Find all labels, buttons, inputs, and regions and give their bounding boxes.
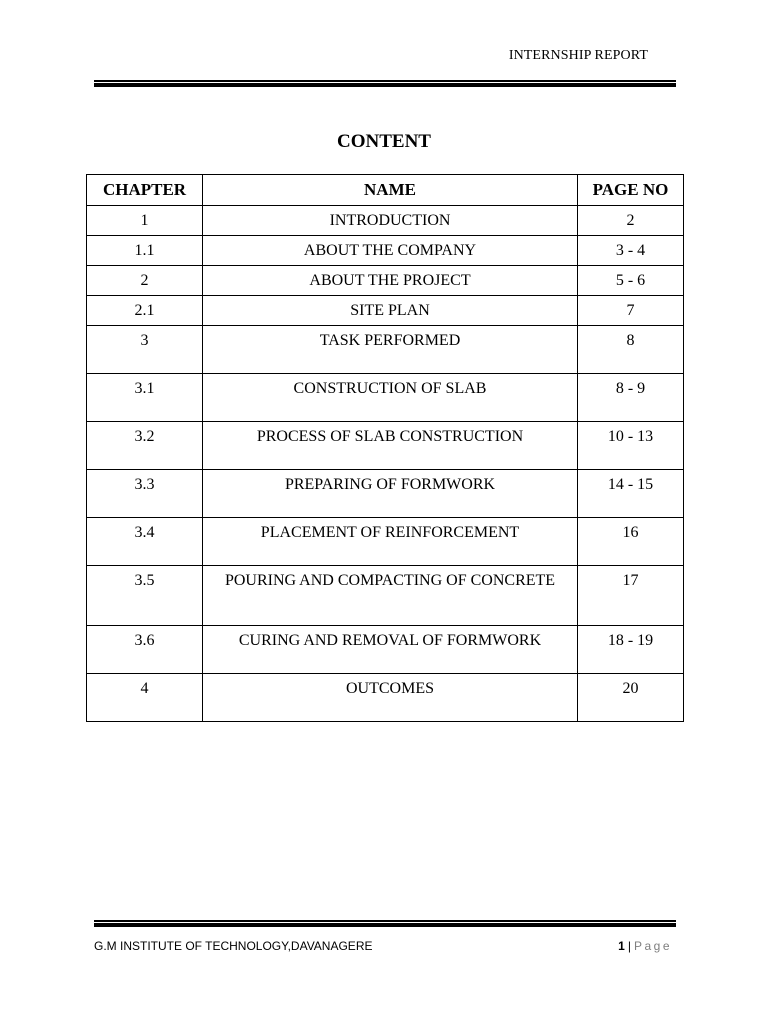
table-row [87, 326, 684, 374]
name-cell: SITE PLAN [203, 296, 578, 326]
column-header-chapter: CHAPTER [87, 175, 203, 206]
table-row [87, 566, 684, 626]
table-header-row [87, 175, 684, 206]
table-row [87, 374, 684, 422]
header-rule-thick [94, 83, 676, 87]
name-cell: PROCESS OF SLAB CONSTRUCTION [203, 422, 578, 470]
chapter-cell: 2 [87, 266, 203, 296]
table-row [87, 236, 684, 266]
page-cell: 14 - 15 [578, 470, 684, 518]
table-row [87, 206, 684, 236]
column-header-name: NAME [203, 175, 578, 206]
footer-rule-thin [94, 920, 676, 922]
page-cell: 7 [578, 296, 684, 326]
name-cell: INTRODUCTION [203, 206, 578, 236]
name-cell: TASK PERFORMED [203, 326, 578, 374]
table-row [87, 626, 684, 674]
table-row [87, 470, 684, 518]
header-rule [94, 80, 676, 87]
name-cell: PLACEMENT OF REINFORCEMENT [203, 518, 578, 566]
page-number: 1 [618, 939, 625, 953]
page-cell: 5 - 6 [578, 266, 684, 296]
page-separator: | [627, 939, 631, 953]
contents-table [86, 174, 684, 722]
footer-institute: G.M INSTITUTE OF TECHNOLOGY,DAVANAGERE [94, 939, 373, 953]
chapter-cell: 3 [87, 326, 203, 374]
column-header-page: PAGE NO [578, 175, 684, 206]
chapter-cell: 1.1 [87, 236, 203, 266]
chapter-cell: 1 [87, 206, 203, 236]
chapter-cell: 3.5 [87, 566, 203, 626]
footer-rule [94, 920, 676, 927]
name-cell: ABOUT THE PROJECT [203, 266, 578, 296]
name-cell: CONSTRUCTION OF SLAB [203, 374, 578, 422]
page-cell: 16 [578, 518, 684, 566]
name-cell: OUTCOMES [203, 674, 578, 722]
page-cell: 3 - 4 [578, 236, 684, 266]
table-row [87, 518, 684, 566]
header-rule-thin [94, 80, 676, 82]
chapter-cell: 3.6 [87, 626, 203, 674]
page-cell: 8 - 9 [578, 374, 684, 422]
table-row [87, 674, 684, 722]
page-cell: 2 [578, 206, 684, 236]
running-header: INTERNSHIP REPORT [508, 48, 648, 63]
page-title: CONTENT [337, 131, 431, 152]
chapter-cell: 3.3 [87, 470, 203, 518]
page-cell: 20 [578, 674, 684, 722]
page-label: Page [633, 939, 672, 953]
page-cell: 8 [578, 326, 684, 374]
table-row [87, 422, 684, 470]
page-cell: 10 - 13 [578, 422, 684, 470]
page-cell: 17 [578, 566, 684, 626]
table-row [87, 266, 684, 296]
chapter-cell: 3.2 [87, 422, 203, 470]
table-row [87, 296, 684, 326]
name-cell: PREPARING OF FORMWORK [203, 470, 578, 518]
chapter-cell: 3.4 [87, 518, 203, 566]
page-footer-number [618, 939, 672, 953]
name-cell: POURING AND COMPACTING OF CONCRETE [203, 566, 578, 626]
chapter-cell: 4 [87, 674, 203, 722]
chapter-cell: 2.1 [87, 296, 203, 326]
name-cell: CURING AND REMOVAL OF FORMWORK [203, 626, 578, 674]
page-cell: 18 - 19 [578, 626, 684, 674]
footer-rule-thick [94, 923, 676, 927]
name-cell: ABOUT THE COMPANY [203, 236, 578, 266]
chapter-cell: 3.1 [87, 374, 203, 422]
